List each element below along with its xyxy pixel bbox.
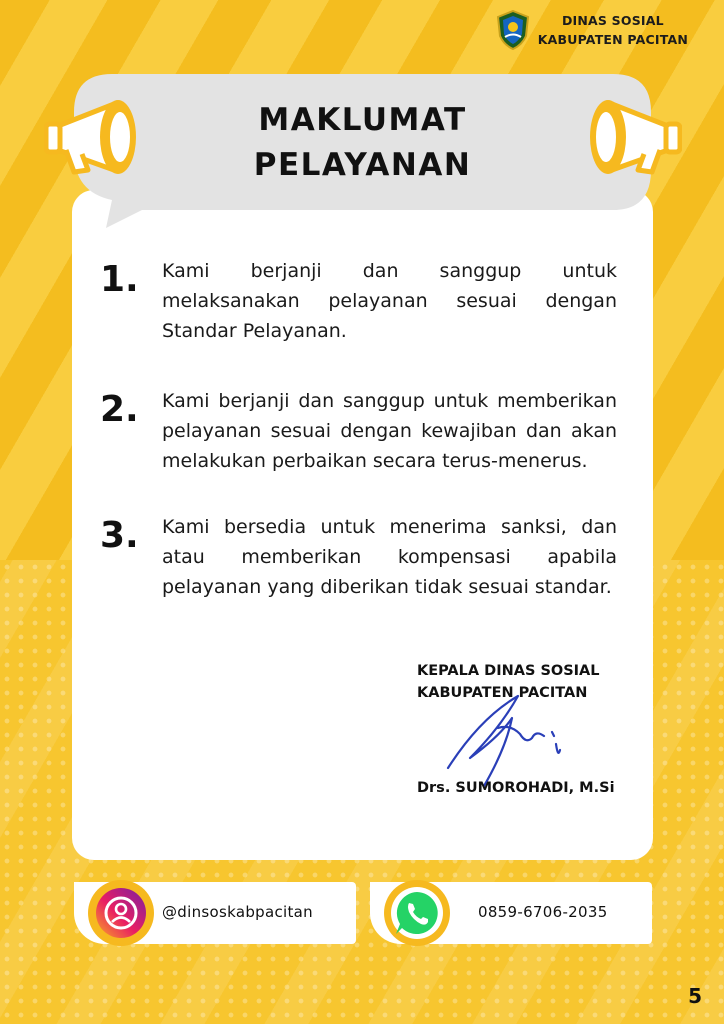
instagram-contact[interactable]: [74, 882, 356, 944]
item-text: Kami bersedia untuk menerima sanksi, dan atau memberikan kompensasi apabila pelayanan yang diberikan tidak sesuai standar.: [162, 516, 617, 598]
agency-name-line2: KABUPATEN PACITAN: [537, 32, 688, 47]
list-item: [100, 256, 620, 346]
page-title-line1: MAKLUMAT: [258, 102, 467, 138]
signatory-name: Drs. SUMOROHADI, M.Si: [417, 780, 615, 796]
item-number: 2.: [100, 389, 139, 430]
instagram-handle[interactable]: @dinsoskabpacitan: [162, 903, 313, 921]
instagram-icon: [95, 887, 147, 939]
item-text: Kami berjanji dan sanggup untuk memberikan pelayanan sesuai dengan kewajiban dan akan melakukan perbaikan secara terus-menerus.: [162, 390, 617, 472]
whatsapp-contact[interactable]: [370, 882, 652, 944]
agency-name: [538, 11, 688, 49]
signatory-title-line2: KABUPATEN PACITAN: [417, 685, 588, 701]
page-title: [72, 98, 653, 188]
page-number: 5: [688, 984, 702, 1008]
item-number: 1.: [100, 259, 139, 300]
regency-crest-icon: [496, 10, 530, 50]
instagram-icon-badge: [88, 880, 154, 946]
megaphone-right-icon: [582, 96, 682, 180]
commitment-list: [100, 256, 620, 642]
agency-name-line1: DINAS SOSIAL: [561, 13, 664, 28]
item-text: Kami berjanji dan sanggup untuk melaksanakan pelayanan sesuai dengan Standar Pelayanan.: [162, 260, 617, 342]
megaphone-left-icon: [44, 96, 144, 180]
agency-header: [496, 10, 688, 50]
page-title-line2: PELAYANAN: [253, 147, 472, 183]
list-item: [100, 386, 620, 476]
whatsapp-icon: [390, 886, 444, 940]
whatsapp-number[interactable]: 0859-6706-2035: [478, 903, 608, 921]
item-number: 3.: [100, 515, 139, 556]
signatory-title-line1: KEPALA DINAS SOSIAL: [417, 663, 600, 679]
whatsapp-icon-badge: [384, 880, 450, 946]
title-banner: [72, 72, 653, 220]
list-item: [100, 512, 620, 602]
